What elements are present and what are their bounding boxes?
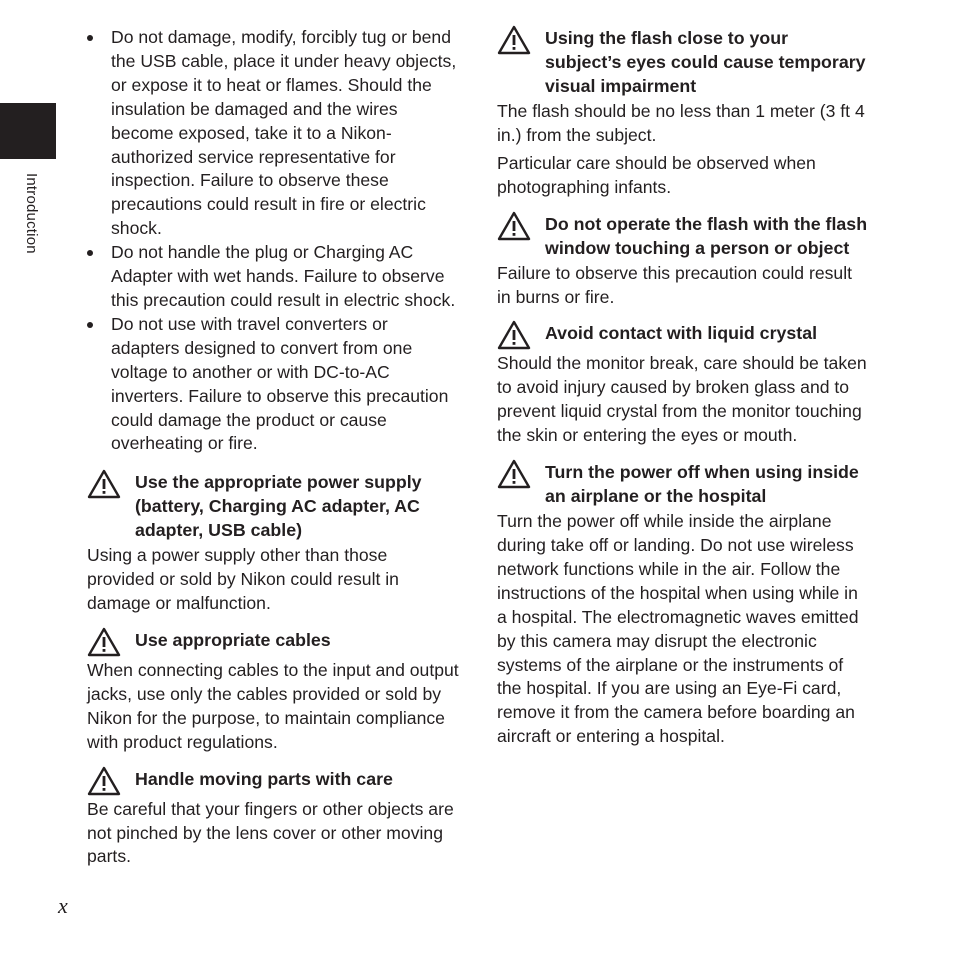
bullet-item: Do not handle the plug or Charging AC Adapter with wet hands. Failure to observe this precaution could result in electric shock. [87, 241, 459, 313]
caution-paragraph: Failure to observe this precaution could result in burns or fire. [497, 262, 852, 307]
section-tab-marker [0, 103, 56, 159]
caution-heading [497, 26, 869, 98]
warning-triangle-icon [497, 320, 531, 350]
caution-section [497, 212, 869, 310]
caution-section [497, 26, 869, 200]
caution-body [87, 544, 459, 616]
caution-body [497, 262, 869, 310]
caution-paragraph: Be careful that your fingers or other objects are not pinched by the lens cover or other moving parts. [87, 798, 454, 867]
caution-title: Use appropriate cables [135, 630, 331, 651]
caution-paragraph: When connecting cables to the input and output jacks, use only the cables provided or sold by Nikon for the purpose, to maintain compliance with product regulations. [87, 660, 459, 752]
bullet-list [87, 26, 459, 456]
left-column [87, 26, 459, 869]
caution-title: Using the flash close to your subject’s eyes could cause temporary visual impairment [545, 28, 866, 96]
caution-body [497, 352, 869, 448]
warning-triangle-icon [87, 627, 121, 657]
bullet-item: Do not damage, modify, forcibly tug or bend the USB cable, place it under heavy objects, or expose it to heat or flames. Should the insulation be damaged and the wires become exposed, take it to a Nikon-authorized service representative for inspection. Failure to observe these precautions could result in fire or electric shock. [87, 26, 459, 241]
caution-body [497, 100, 869, 200]
caution-heading [87, 628, 459, 657]
caution-paragraph: Should the monitor break, care should be taken to avoid injury caused by broken glass and to prevent liquid crystal from the monitor touching the skin or entering the eyes or mouth. [497, 353, 867, 446]
caution-heading [87, 470, 459, 542]
caution-heading [87, 767, 459, 796]
caution-title: Do not operate the flash with the flash window touching a person or object [545, 213, 868, 258]
caution-paragraph: Turn the power off while inside the airplane during take off or landing. Do not use wireless network functions while in the air. Follow the instructions of the hospital when using while in a hospital. The electromagnetic waves emitted by this camera may disrupt the electronic systems of the airplane or the instruments of the hospital. If you are using an Eye-Fi card, remove it from the camera before boarding an aircraft or entering a hospital. [497, 511, 859, 747]
section-side-label: Introduction [23, 173, 40, 254]
page-number: x [58, 893, 68, 918]
caution-section [87, 470, 459, 616]
caution-title: Handle moving parts with care [135, 768, 393, 789]
warning-triangle-icon [497, 211, 531, 241]
bullet-dot-icon [87, 322, 93, 328]
caution-paragraph: Using a power supply other than those provided or sold by Nikon could result in damage or malfunction. [87, 545, 399, 614]
caution-section [87, 767, 459, 870]
warning-triangle-icon [87, 469, 121, 499]
right-column [497, 26, 869, 749]
caution-section [497, 321, 869, 448]
caution-title: Turn the power off when using inside an airplane or the hospital [545, 462, 859, 507]
caution-heading [497, 460, 869, 508]
bullet-item: Do not use with travel converters or adapters designed to convert from one voltage to another or with DC-to-AC inverters. Failure to observe this precaution could damage the product or cause overheating or fire. [87, 313, 459, 456]
warning-triangle-icon [497, 459, 531, 489]
warning-triangle-icon [497, 25, 531, 55]
caution-body [87, 798, 459, 870]
caution-body [497, 510, 869, 749]
caution-paragraph: The flash should be no less than 1 meter (3 ft 4 in.) from the subject. [497, 101, 865, 145]
warning-triangle-icon [87, 766, 121, 796]
bullet-dot-icon [87, 35, 93, 41]
caution-paragraph: Particular care should be observed when photographing infants. [497, 152, 816, 197]
bullet-dot-icon [87, 250, 93, 256]
caution-heading [497, 212, 869, 260]
caution-body [87, 659, 459, 755]
caution-section [87, 628, 459, 755]
caution-title: Avoid contact with liquid crystal [545, 323, 818, 344]
caution-section [497, 460, 869, 749]
caution-heading [497, 321, 869, 350]
caution-title: Use the appropriate power supply (battery, Charging AC adapter, AC adapter, USB cable) [135, 472, 422, 541]
